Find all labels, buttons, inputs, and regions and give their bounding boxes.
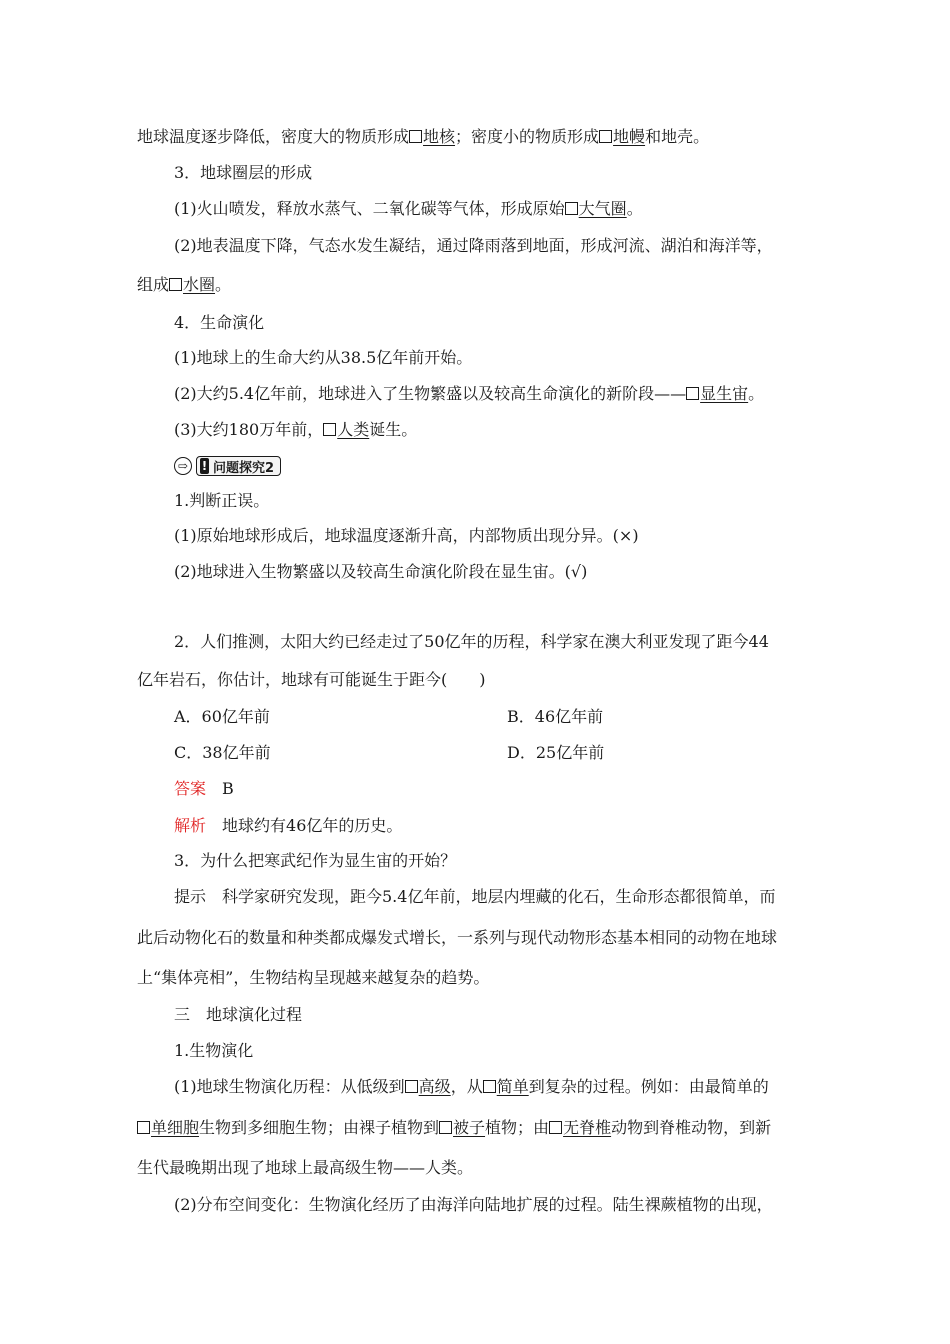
arrow-right-icon: ⇨ xyxy=(174,457,192,475)
text-segment: ；密度小的物质形成 xyxy=(455,127,600,146)
blank-box-icon xyxy=(169,278,182,291)
text-segment: 生物到多细胞生物；由裸子植物到 xyxy=(199,1118,440,1137)
text-line: (2)分布空间变化：生物演化经历了由海洋向陆地扩展的过程。陆生裸蕨植物的出现， xyxy=(174,1195,773,1214)
blank-box-icon xyxy=(565,202,578,215)
text-line: 此后动物化石的数量和种类都成爆发式增长，一系列与现代动物形态基本相同的动物在地球 xyxy=(137,928,778,947)
option-d: D．25亿年前 xyxy=(507,743,605,762)
text-line: 2．人们推测，太阳大约已经走过了50亿年的历程，科学家在澳大利亚发现了距今44 xyxy=(174,632,769,651)
fill-blank-answer xyxy=(686,384,748,403)
fill-blank-answer xyxy=(137,1118,199,1137)
text-line xyxy=(137,126,709,148)
text-segment: 诞生。 xyxy=(369,420,418,439)
question-explore-badge xyxy=(174,455,281,477)
blank-box-icon xyxy=(137,1121,150,1134)
section-heading: 4．生命演化 xyxy=(174,313,265,332)
answer-text: 被子 xyxy=(453,1118,486,1137)
explanation-label: 解析 xyxy=(174,816,207,835)
text-segment: 。 xyxy=(626,199,643,218)
text-segment: 组成 xyxy=(137,275,170,294)
fill-blank-answer xyxy=(169,275,215,294)
answer-text: 人类 xyxy=(337,420,370,439)
subsection-heading: 1.生物演化 xyxy=(174,1041,254,1060)
answer-text: 水圈 xyxy=(183,275,216,294)
fill-blank-answer xyxy=(483,1077,529,1096)
answer-text: 地核 xyxy=(423,127,456,146)
text-segment: (2)大约5.4亿年前，地球进入了生物繁盛以及较高生命演化的新阶段—— xyxy=(174,384,687,403)
text-segment: ，从 xyxy=(450,1077,483,1096)
text-line xyxy=(174,198,643,220)
blank-box-icon xyxy=(599,130,612,143)
text-segment: (1)火山喷发，释放水蒸气、二氧化碳等气体，形成原始 xyxy=(174,199,565,218)
section-heading: 三 地球演化过程 xyxy=(174,1005,303,1024)
text-line xyxy=(137,1117,771,1139)
section-heading: 3．地球圈层的形成 xyxy=(174,163,313,182)
answer-text: 地幔 xyxy=(613,127,646,146)
explanation-value: 地球约有46亿年的历史。 xyxy=(222,816,403,835)
text-line xyxy=(174,1076,769,1098)
text-line xyxy=(174,419,417,441)
blank-box-icon xyxy=(686,387,699,400)
blank-box-icon xyxy=(439,1121,452,1134)
text-line: (2)地表温度下降，气态水发生凝结，通过降雨落到地面，形成河流、湖泊和海洋等， xyxy=(174,236,773,255)
answer-text: 简单 xyxy=(496,1077,529,1096)
fill-blank-answer xyxy=(599,127,645,146)
fill-blank-answer xyxy=(405,1077,451,1096)
badge-label: 问题探究2 xyxy=(213,460,275,476)
text-line: 亿年岩石，你估计，地球有可能诞生于距今( ) xyxy=(137,670,486,689)
text-line: 提示 科学家研究发现，距今5.4亿年前，地层内埋藏的化石，生命形态都很简单，而 xyxy=(174,887,776,906)
text-line: (1)原始地球形成后，地球温度逐渐升高，内部物质出现分异。(×) xyxy=(174,526,639,545)
text-segment: 。 xyxy=(748,384,765,403)
fill-blank-answer xyxy=(409,127,455,146)
blank-box-icon xyxy=(405,1080,418,1093)
option-c: C．38亿年前 xyxy=(174,743,271,762)
answer-value: B xyxy=(222,779,234,798)
fill-blank-answer xyxy=(565,199,627,218)
text-line: (1)地球上的生命大约从38.5亿年前开始。 xyxy=(174,348,473,367)
text-segment: 地球温度逐步降低，密度大的物质形成 xyxy=(137,127,410,146)
fill-blank-answer xyxy=(323,420,369,439)
text-line xyxy=(137,274,231,296)
explanation-line xyxy=(174,815,402,837)
text-segment: 植物；由 xyxy=(485,1118,550,1137)
question-heading: 1.判断正误。 xyxy=(174,491,270,510)
answer-text: 高级 xyxy=(418,1077,451,1096)
text-segment: 。 xyxy=(215,275,232,294)
fill-blank-answer xyxy=(439,1118,485,1137)
blank-box-icon xyxy=(483,1080,496,1093)
text-segment: (1)地球生物演化历程：从低级到 xyxy=(174,1077,405,1096)
blank-box-icon xyxy=(549,1121,562,1134)
answer-text: 大气圈 xyxy=(578,199,627,218)
text-segment: 和地壳。 xyxy=(645,127,710,146)
text-segment: 动物到脊椎动物，到新 xyxy=(611,1118,772,1137)
text-line: 生代最晚期出现了地球上最高级生物——人类。 xyxy=(137,1158,474,1177)
text-line: (2)地球进入生物繁盛以及较高生命演化阶段在显生宙。(√) xyxy=(174,562,588,581)
badge-label-box xyxy=(196,456,281,476)
answer-line xyxy=(174,778,234,800)
option-a: A．60亿年前 xyxy=(174,707,270,726)
blank-box-icon xyxy=(409,130,422,143)
text-segment: 到复杂的过程。例如：由最简单的 xyxy=(528,1077,769,1096)
answer-label: 答案 xyxy=(174,779,207,798)
answer-text: 显生宙 xyxy=(700,384,749,403)
text-line: 上“集体亮相”，生物结构呈现越来越复杂的趋势。 xyxy=(137,968,490,987)
text-segment: (3)大约180万年前， xyxy=(174,420,324,439)
answer-text: 单细胞 xyxy=(151,1118,200,1137)
blank-box-icon xyxy=(323,423,336,436)
exclamation-icon: ! xyxy=(201,459,208,473)
fill-blank-answer xyxy=(549,1118,611,1137)
text-line xyxy=(174,383,764,405)
question-heading: 3．为什么把寒武纪作为显生宙的开始？ xyxy=(174,851,457,870)
answer-text: 无脊椎 xyxy=(563,1118,612,1137)
option-b: B．46亿年前 xyxy=(507,707,604,726)
